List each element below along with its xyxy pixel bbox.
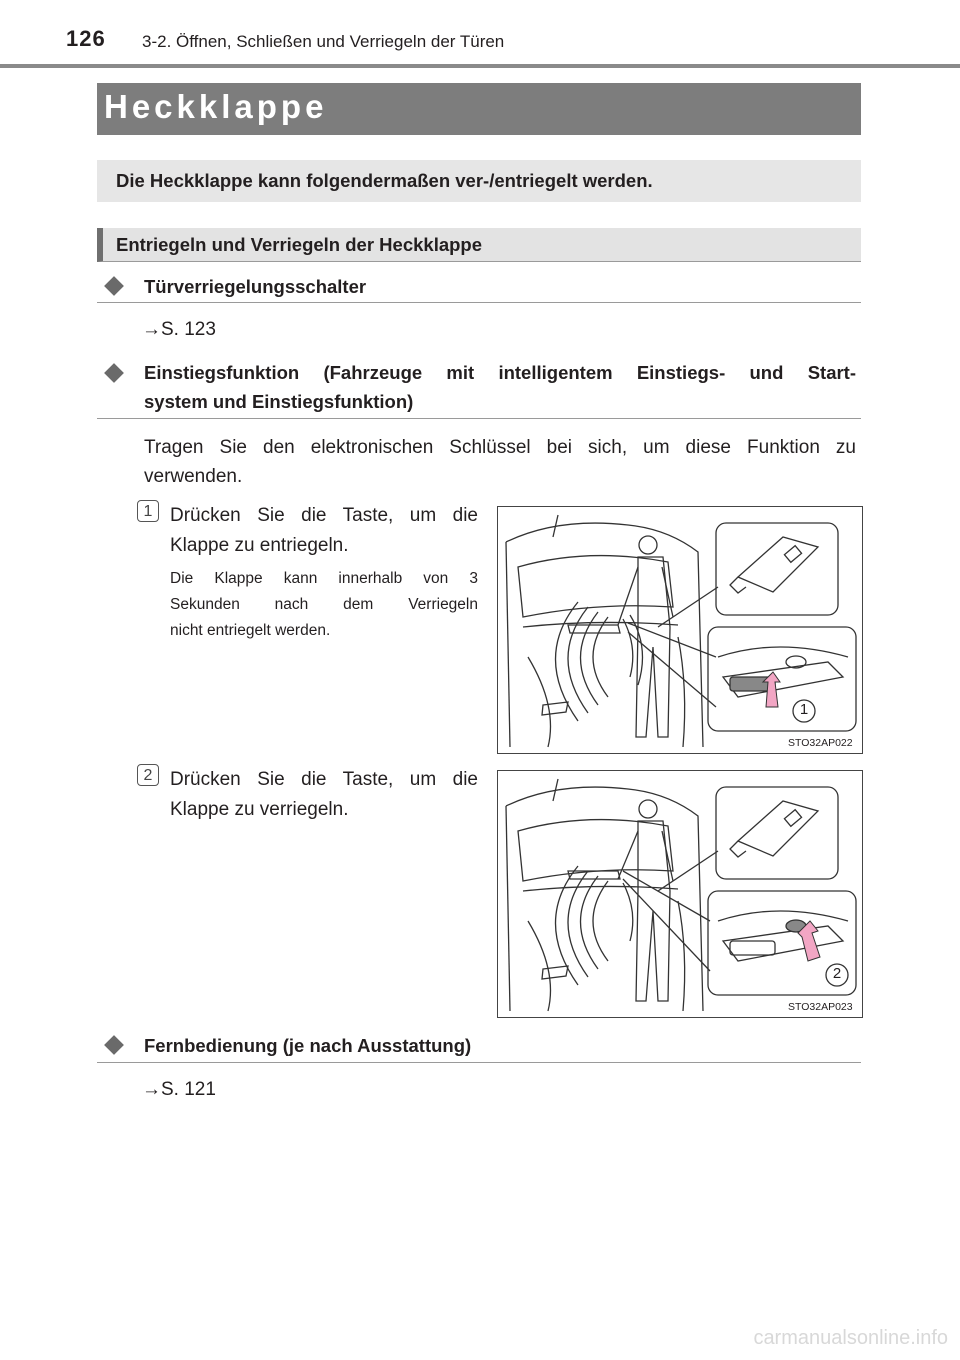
arrow-icon: → <box>142 1079 161 1100</box>
page-reference-text: S. 123 <box>161 319 216 340</box>
arrow-icon: → <box>142 319 161 340</box>
subheading-entry-function-line1: Einstiegsfunktion (Fahrzeuge mit intelligentem Einstiegs- und Start- <box>144 362 856 383</box>
page-title: Heckklappe <box>104 88 328 125</box>
figure-unlock-illustration <box>497 506 863 754</box>
divider <box>97 418 861 419</box>
step-number-1: 1 <box>137 500 159 522</box>
figure-lock-illustration <box>497 770 863 1018</box>
step-number-2: 2 <box>137 764 159 786</box>
body-text-line2: verwenden. <box>144 466 243 487</box>
step-1-line2: Klappe zu entriegeln. <box>170 535 349 556</box>
step-2-line1: Drücken Sie die Taste, um die <box>170 769 478 790</box>
page-reference-link[interactable] <box>142 1075 216 1104</box>
diamond-bullet-icon <box>104 363 124 383</box>
figure-callout-2: 2 <box>832 965 842 982</box>
divider <box>97 1062 861 1063</box>
step-1-note-line1: Die Klappe kann innerhalb von 3 <box>170 570 478 587</box>
header-rule <box>0 64 960 68</box>
step-1-note-line3: nicht entriegelt werden. <box>170 622 331 639</box>
section-header: Entriegeln und Verriegeln der Heckklappe <box>116 234 483 255</box>
watermark: carmanualsonline.info <box>753 1327 948 1349</box>
page-number: 126 <box>66 26 106 51</box>
intro-text: Die Heckklappe kann folgendermaßen ver-/entriegelt werden. <box>116 170 653 191</box>
figure-label-2: STO32AP023 <box>788 1001 853 1013</box>
subheading-entry-function-line2: system und Einstiegsfunktion) <box>144 391 414 412</box>
subheading-remote-control: Fernbedienung (je nach Ausstattung) <box>144 1035 472 1056</box>
page-reference-link[interactable] <box>142 315 216 344</box>
car-tailgate-illustration <box>498 771 862 1017</box>
figure-callout-1: 1 <box>799 701 809 718</box>
diamond-bullet-icon <box>104 1035 124 1055</box>
subheading-door-lock-switch: Türverriegelungsschalter <box>144 276 367 297</box>
figure-label-1: STO32AP022 <box>788 737 853 749</box>
diamond-bullet-icon <box>104 276 124 296</box>
page-reference-text: S. 121 <box>161 1079 216 1100</box>
divider <box>97 302 861 303</box>
step-1-line1: Drücken Sie die Taste, um die <box>170 505 478 526</box>
body-text-line1: Tragen Sie den elektronischen Schlüssel bei sich, um diese Funktion zu <box>144 437 856 458</box>
step-1-note-line2: Sekunden nach dem Verriegeln <box>170 596 478 613</box>
running-head: 3-2. Öffnen, Schließen und Verriegeln der Türen <box>142 32 505 51</box>
step-2-line2: Klappe zu verriegeln. <box>170 799 349 820</box>
